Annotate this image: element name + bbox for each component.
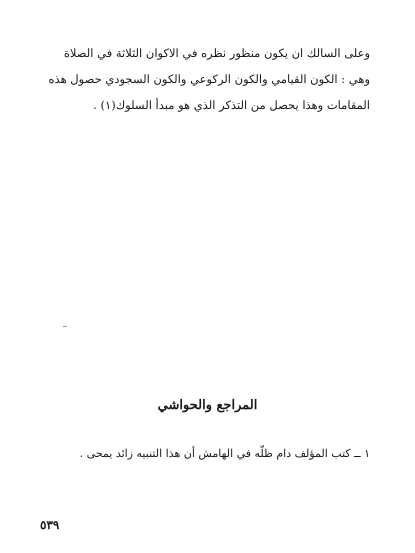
paragraph-line-1: وعلى السالك ان يكون منظور نظره في الاكوان الثلاثة في الصلاة [63, 46, 370, 60]
section-heading: المراجع والحواشي [157, 398, 258, 413]
page-number: ٥٣٩ [40, 518, 60, 532]
paragraph-line-2: وهي : الكون القيامي والكون الركوعي والكون السجودي حصول هذه [48, 72, 370, 86]
footnote-item: ١ ــ كتب المؤلف دام ظلّه في الهامش أن هذا التنبيه زائد يمحى . [79, 447, 370, 460]
paragraph-line-3: المقامات وهذا يحصل من التذكر الذي هو مبدأ السلوك(١) . [93, 98, 370, 112]
print-speck [63, 326, 67, 327]
main-paragraph [40, 40, 370, 118]
